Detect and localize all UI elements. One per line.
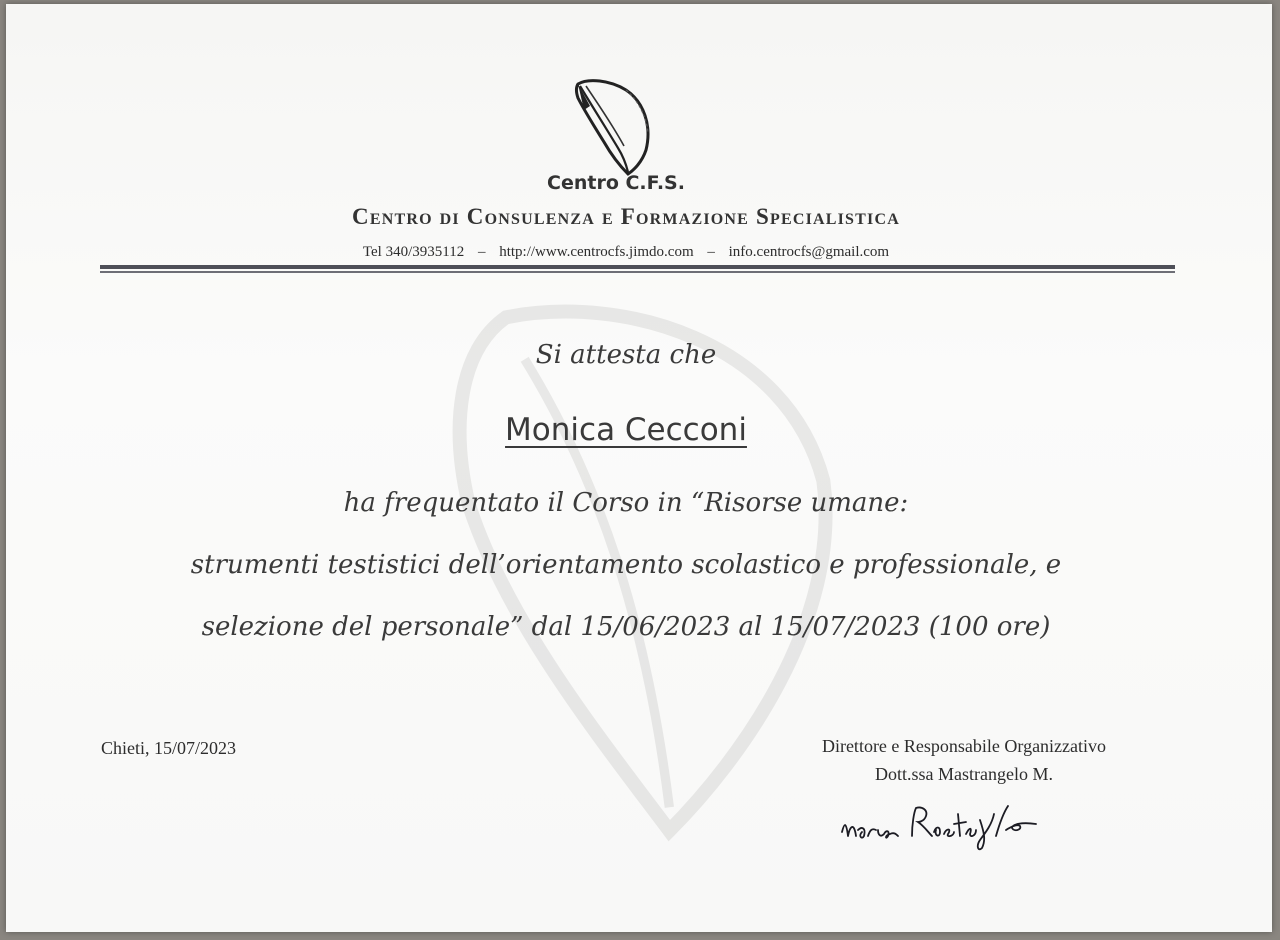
website-link[interactable]: http://www.centrocfs.jimdo.com bbox=[499, 244, 694, 260]
recipient-name: Monica Cecconi bbox=[505, 412, 747, 448]
course-line-2: strumenti testistici dell’orientamento scolastico e professionale, e bbox=[190, 550, 1062, 580]
phone-number: Tel 340/3935112 bbox=[362, 244, 465, 260]
certificate-intro: Si attesta che bbox=[535, 340, 717, 370]
logo-text: Centro C.F.S. bbox=[547, 172, 685, 194]
pen-nib-icon bbox=[568, 76, 658, 176]
separator: – bbox=[707, 244, 715, 260]
course-line-1: ha frequentato il Corso in “Risorse umane: bbox=[343, 488, 909, 518]
contact-line bbox=[146, 244, 1106, 261]
header-divider bbox=[100, 265, 1175, 269]
separator: – bbox=[477, 244, 486, 260]
director-name: Dott.ssa Mastrangelo M. bbox=[875, 764, 1053, 784]
organization-name: Centro di Consulenza e Formazione Specialistica bbox=[352, 204, 900, 229]
place-date: Chieti, 15/07/2023 bbox=[101, 738, 236, 758]
course-line-3: selezione del personale” dal 15/06/2023 al 15/07/2023 (100 ore) bbox=[201, 612, 1051, 642]
header-divider-thin bbox=[100, 271, 1175, 273]
director-signature bbox=[836, 796, 1056, 856]
recipient-name-wrap bbox=[146, 412, 1106, 448]
director-role: Direttore e Responsabile Organizzativo bbox=[821, 736, 1107, 756]
certificate-sheet bbox=[6, 4, 1272, 932]
email-link[interactable]: info.centrocfs@gmail.com bbox=[728, 244, 890, 260]
